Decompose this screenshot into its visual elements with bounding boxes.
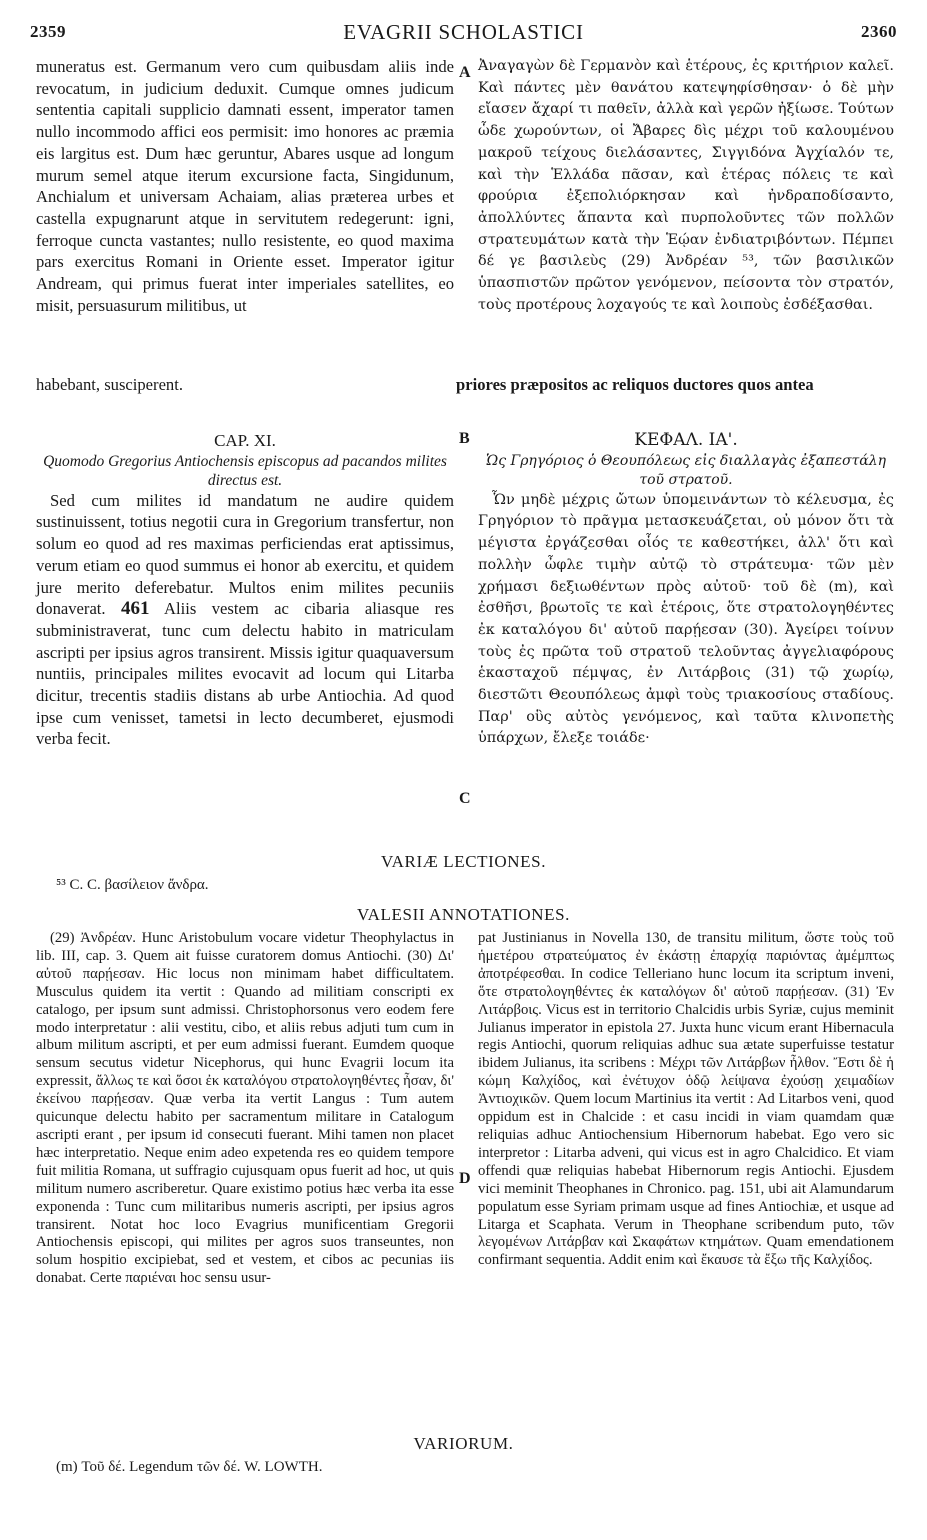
- latin-chapter-heading: CAP. XI.: [214, 431, 276, 450]
- valesii-notes-right: [478, 930, 894, 1270]
- variant-note: ⁵³ C. C. βασίλειον ἄνδρα.: [56, 877, 209, 893]
- greek-chapter-heading: ΚΕΦΑΛ. ΙΑ'.: [634, 430, 738, 450]
- latin-chapter: [36, 430, 454, 750]
- greek-chapter-text: Ὧν μηδὲ μέχρις ὤτων ὑπομεινάντων τὸ κέλευσμα, ἐς Γρηγόριον τὸ πρᾶγμα μετασκευάζεται, οὐ μόνον ὅτι τὰ μέγιστα ἐργάζεσθαι οἷός τε καθεστήκει, ἀλλ' ὅτι καὶ πολλὴν ὦφλε τιμὴν αὐτῷ τὸ στράτευμα· τῶν μὲν χρήμασι δεξιωθέντων πρὸς αὐτοῦ· τοῦ δὲ (m), καὶ ἐσθῆσι, βρωτοῖς τε καὶ ἑτέροις, ὅτε στρατολογηθέντες ἐκ καταλόγου δι' αὐτοῦ παρῄεσαν (30). Ἀγείρει τοίνυν τοὺς ἐς πρῶτα τοῦ στρατοῦ τελοῦντας ἀγγελιαφόρους ἑκασταχοῦ πέμψας, ἐν Λιτάρβοις (31) τῷ χωρίῳ, διεστῶτι Θεουπόλεως ἀμφὶ τοὺς τριακοσίους σταδίους. Παρ' οὓς αὐτὸς γενόμενος, καὶ ταῦτα κλινοπετὴς ὑπάρχων, ἔλεξε τοιάδε·: [478, 491, 894, 747]
- latin-chapter-span-b: Aliis vestem ac cibaria aliasque res subministraverat, tunc cum delectu habito in matriculam ascripti per ipsius agros transirent. Missis igitur quaquaversum nuntiis, principales milites evocavit ad locum qui Litarba dicitur, trecentis stadiis distans ab urbe Antiochia. Ad quod ipse cum venisset, tametsi in lecto decumberet, ejusmodi verba fecit.: [36, 599, 455, 749]
- greek-paragraph-top: Ἀναγαγὼν δὲ Γερμανὸν καὶ ἑτέρους, ἐς κριτήριον καλεῖ. Καὶ πάντες μὲν θανάτου κατεψηφίσθησαν· ὁ δὲ μὴν εἴασεν ἄχαρί τι παθεῖν, ἀλλὰ καὶ γερῶν ἠξίωσε. Τούτων ὧδε χωρούντων, οἱ Ἄβαρες δὶς μέχρι τοῦ καλουμένου μακροῦ τείχους διελάσαντες, Σιγγιδόνα Ἀγχίαλόν τε, καὶ τὴν Ἑλλάδα πᾶσαν, καὶ ἑτέρας πόλεις τε καὶ φρούρια ἐξεπολιόρκησαν καὶ ἠνδραποδίσαντο, ἀπολλύντες ἅπαντα καὶ πυρπολοῦντες τῶν πολλῶν στρατευμάτων κατὰ τὴν Ἑῴαν ἐνδιατριβόντων. Πέμπει δέ γε βασιλεὺς (29) Ἀνδρέαν ⁵³, τῶν βασιλικῶν ὑπασπιστῶν πρῶτον γενόμενον, πείσοντα τὸν στρατόν, τοὺς προτέρους λοχαγούς τε καὶ λοιποὺς ἐσδέξασθαι.: [478, 58, 894, 313]
- greek-chapter-subtitle: Ὡς Γρηγόριος ὁ Θεουπόλεως εἰς διαλλαγὰς ἐξαπεστάλη τοῦ στρατοῦ.: [486, 452, 886, 488]
- latin-chapter-text-a: [36, 490, 454, 750]
- running-title: EVAGRII SCHOLASTICI: [343, 20, 584, 44]
- page-number-left: 2359: [30, 22, 66, 41]
- latin-chapter-subtitle: Quomodo Gregorius Antiochensis episcopus ad pacandos milites directus est.: [43, 452, 447, 489]
- latin-paragraph-top: muneratus est. Germanum vero cum quibusdam aliis inde revocatum, in judicium deduxit. Cumque omnes judicum sententia capitali supplicio damnati essent, imperator tamen nullo incommodo affici eos permisit: imo honores ac præmia eis largitus est. Dum hæc geruntur, Abares usque ad longum murum semel atque iterum excursione facta, Singidunum, Anchialum et universam Achaiam, alias præterea urbes et castella expugnarunt atque in servitutem redegerunt: igni, ferroque cuncta vastantes; nullo resistente, eo quod maxima pars exercitus Romani in Oriente esset. Imperator igitur Andream, qui primus fuerat inter imperiales satellites, eo misit, persuasurum militibus, ut: [36, 57, 454, 315]
- column-number: 461: [121, 598, 150, 620]
- margin-marker-a: A: [459, 64, 471, 81]
- valesii-annotations-title: VALESII ANNOTATIONES.: [356, 905, 571, 924]
- latin-wide-right-line: [456, 374, 896, 396]
- margin-marker-b: B: [459, 430, 470, 447]
- latin-continuation-line: [36, 374, 454, 396]
- latin-line-left: habebant, susciperent.: [36, 375, 183, 394]
- variorum-note: (m) Τοῦ δέ. Legendum τῶν δέ. W. LOWTH.: [56, 1459, 323, 1475]
- latin-chapter-span-a: Sed cum milites id mandatum ne audire quidem sustinuissent, totius negotii cura in Gregorium transfertur, non solum eo quod ad res maximas perficiendas erat aptissimus, verum etiam eo quod summus ei honor ab exercitu, et quidem jure merito deferebatur. Multos enim milites pecuniis donaverat.: [36, 490, 454, 619]
- running-head: [0, 20, 927, 50]
- greek-chapter: [478, 430, 894, 750]
- valesii-notes-right-text: pat Justinianus in Novella 130, de transitu militum, ὥστε τοὺς τοῦ ἡμετέρου στρατεύματος ἐν ἑκάστῃ ἐπαρχίᾳ παριόντας ἀμέμπτως ἀποτρέφεσθαι. In codice Telleriano hunc locum ita scriptum inveni, ὅτε στρατολογηθέντες ἐκ καταλόγων δι' αὐτοῦ παρῄεσαν. (31) Ἐν Λιτάρβοις. Vicus est in territorio Chalcidis urbis Syriæ, cujus meminit Julianus imperator in epistola 27. Juxta hunc vicum erant Hibernacula regis Antiochi, quorum reliquias adhuc sua ætate superfuisse testatur ibidem Julianus, ita scribens : Μέχρι τῶν Λιτάρβων ἦλθον. Ἔστι δὲ ἡ κώμη Καλχίδος, καὶ ἐνέτυχον ὁδῷ λείψανα ἐχούσῃ χειμαδίων Ἀντιοχικῶν. Quem locum Martinius ita vertit : Ad Litarbos veni, quod oppidum est in Chalcide : et casu incidi in viam quamdam quæ reliquias adhuc Antiochensium Hibernorum habebat. Ego vero sic interpretor : Litarba adveni, qui vicus est in agro Chalcidico. Et viam offendi quæ reliquias habebat Hibernorum regis Antiochi. Ejusdem vici meminit Theophanes in Chronico. pag. 151, ubi ait Alamundarum populatum esse Syriam primam usque ad fines Antiochiæ, et usque ad Litarga et Scaphata. Verum in Theophane scribendum puto, τῶν λεγομένων Λιτάρβαν καὶ Σκαφάτων κτημάτων. Quam emendationem confirmant sequentia. Addit enim καὶ ἔκαυσε τὰ ἔξω τῆς Καλχίδος.: [478, 930, 894, 1269]
- margin-marker-c: C: [459, 790, 471, 807]
- greek-text-top: [478, 56, 894, 316]
- margin-marker-d: D: [459, 1170, 471, 1187]
- latin-line-right: priores præpositos ac reliquos ductores quos antea: [456, 375, 814, 394]
- latin-text-top: [36, 56, 454, 316]
- variae-lectiones-title: VARIÆ LECTIONES.: [380, 852, 547, 871]
- valesii-notes-left: [36, 930, 454, 1288]
- variorum-title: VARIORUM.: [413, 1434, 514, 1453]
- valesii-notes-left-text: (29) Ἀνδρέαν. Hunc Aristobulum vocare videtur Theophylactus in lib. III, cap. 3. Quem ait fuisse curatorem domus Antiochi. (30) Δι' αὐτοῦ παρῄεσαν. Hic locus non minimam habet difficultatem. Musculus quidem ita vertit : Quando ad militiam conscripti ex catalogo, per ipsum sunt admissi. Christophorsonus vero eodem fere modo interpretatur : alii vestitu, cibo, et aliis rebus adjuti tum cum in album militum ascripti, et per eum admissi fuerant. Eumdem quoque sensum secutus videtur Nicephorus, qui hunc Evagrii locum ita expressit, ἄλλως τε καὶ ὅσοι ἐκ καταλόγου στρατολογηθέντες ἦσαν, δι' ἐκείνου παρῄεσαν. Quæ verba ita vertit Langus : Tum autem quicunque delectu habito per sacramentum militare in Catalogum ascripti erant , per ipsum id consecuti fuerant. Mihi tamen non placet hæc interpretatio. Neque enim adeo expetenda res eo quidem tempore fuit militia Romana, ut suffragio cujusquam opus fuerit ad hoc, ut quis militum numero ascriberetur. Quare existimo potius hæc verba ita esse exponenda : Tunc cum militaribus numeris ascripti, per ipsius agros transirent. Notat hoc loco Evagrius munificentiam Gregorii Antiochensis episcopi, qui milites per agros suos transeuntes, non solum hospitio excipiebat, sed et vestem, et cibos ac pecunias iis donabat. Certe παριέναι hoc sensu usur-: [36, 930, 454, 1287]
- page-number-right: 2360: [861, 22, 897, 41]
